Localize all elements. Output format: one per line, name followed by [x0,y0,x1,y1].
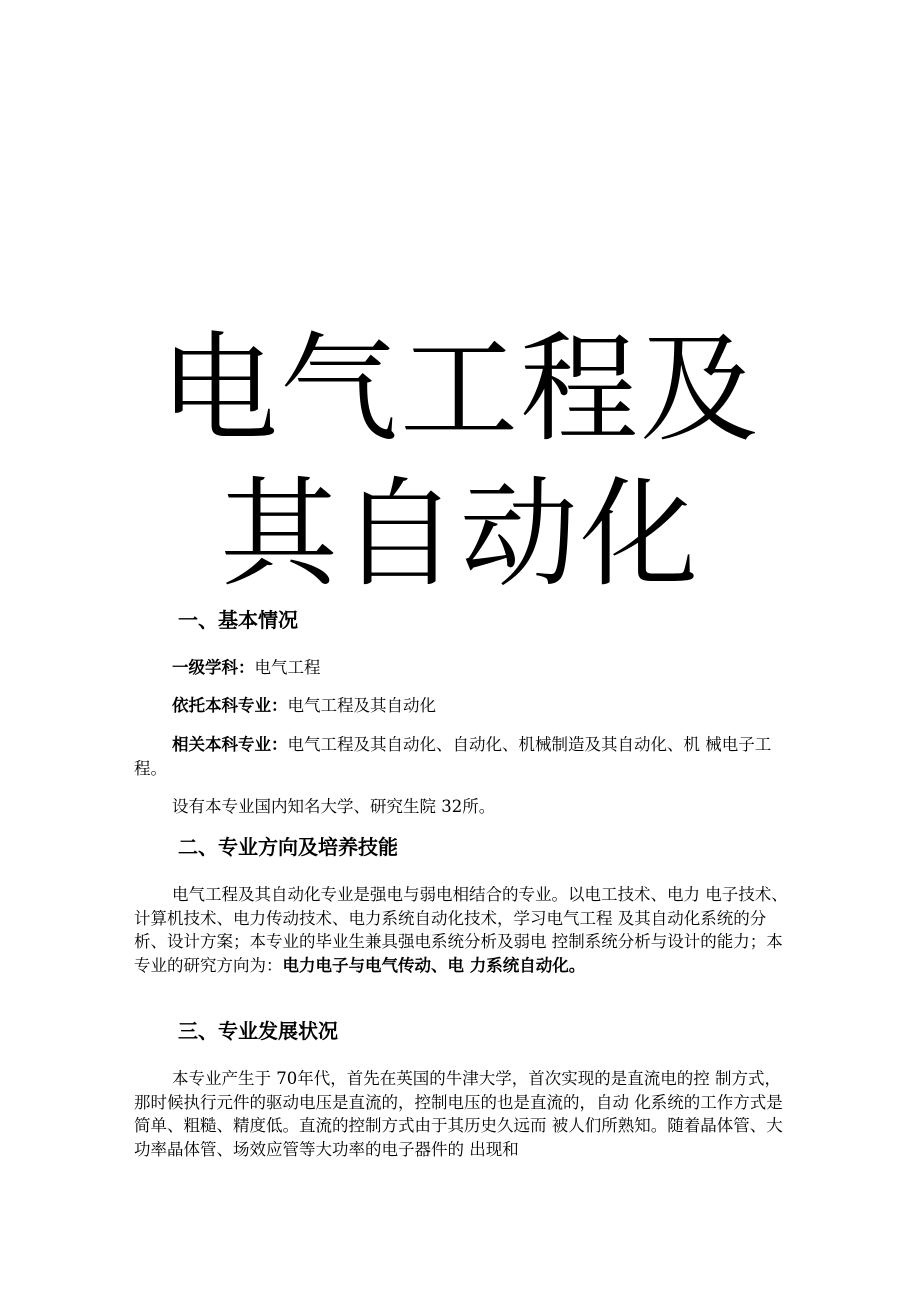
related-majors-label: 相关本科专业： [172,735,288,754]
related-majors-value: 电气工程及其自动化、自动化、机械制造及其自动化、机 械电子工程。 [134,735,772,778]
document-title-line-2: 其自动化 [219,465,700,603]
base-major-value: 电气工程及其自动化 [287,696,436,715]
section-3-heading: 三、专业发展状况 [178,1019,338,1043]
first-level-discipline [172,656,321,680]
document-title-line-1: 电气工程及 [159,320,760,458]
first-level-label: 一级学科： [172,658,255,677]
section-2-heading: 二、专业方向及培养技能 [178,835,398,859]
section-2-text: 电气工程及其自动化专业是强电与弱电相结合的专业。以电工技术、电力 电子技术、计算机技术、电力传动技术、电力系统自动化技术，学习电气工程 及其自动化系统的分析、设计方案；本专业的毕业生兼具强电系统分析及弱电 控制系统分析与设计的能力；本专业的研究方向为： [134,885,788,975]
section-1-heading: 一、基本情况 [178,608,298,632]
base-major-label: 依托本科专业： [172,696,288,715]
base-major [172,694,436,718]
related-majors [134,733,794,780]
section-3-body: 本专业产生于 70年代，首先在英国的牛津大学，首次实现的是直流电的控 制方式，那时候执行元件的驱动电压是直流的，控制电压的也是直流的，自动 化系统的工作方式是简单、粗糙、精度低。直流的控制方式由于其历史久远而 被人们所熟知。随着晶体管、大功率晶体管、场效应管等大功率的电子器件的 出现和 [134,1069,783,1159]
research-directions: 电力电子与电气传动、电 力系统自动化。 [282,955,586,975]
first-level-value: 电气工程 [254,658,321,677]
section-2-body [134,883,794,977]
universities-count: 设有本专业国内知名大学、研究生院 32所。 [172,797,496,816]
